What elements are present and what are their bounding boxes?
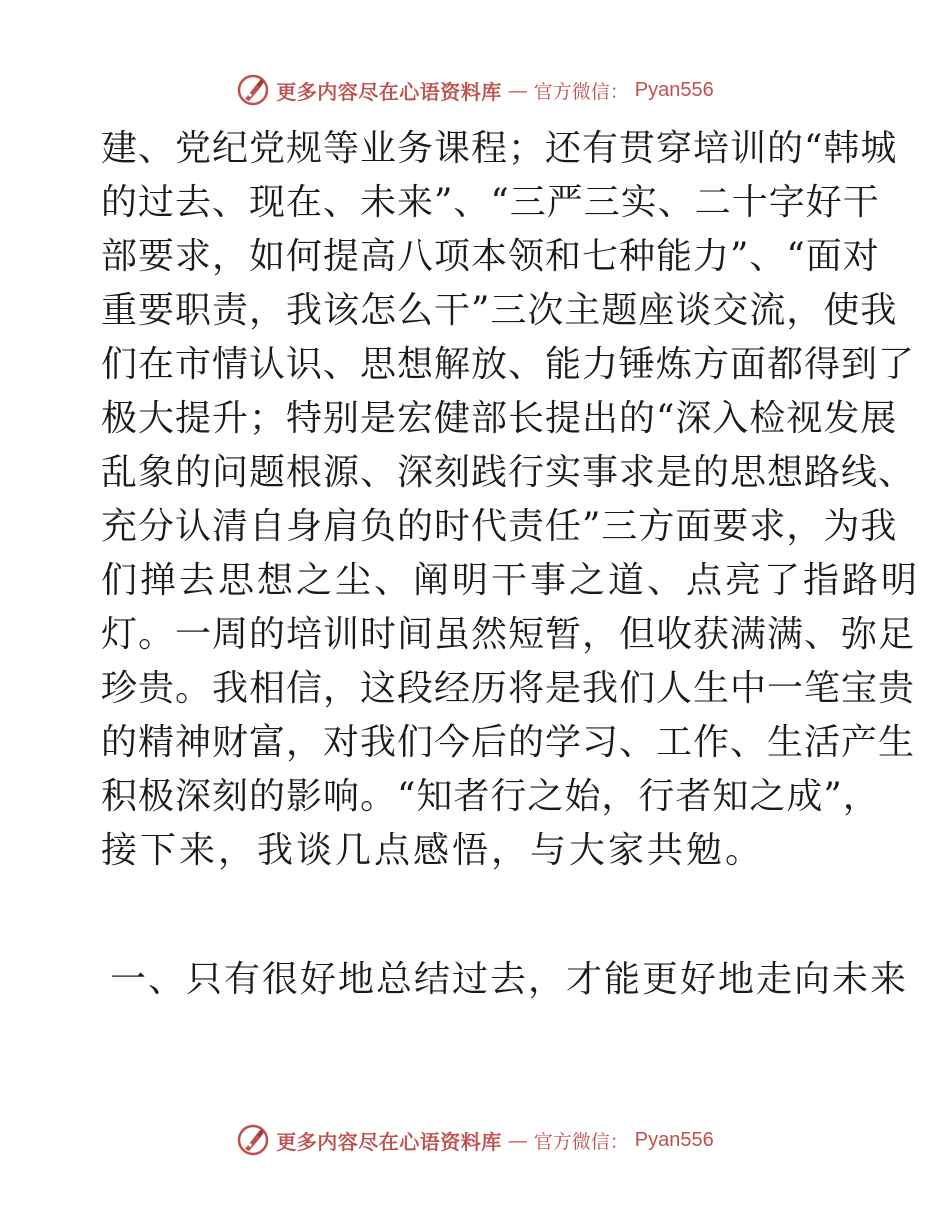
- paragraph-line: 建、党纪党规等业务课程；还有贯穿培训的“韩城: [101, 128, 898, 169]
- paragraph-line: 的过去、现在、未来”、“三严三实、二十字好干: [101, 182, 880, 223]
- watermark-official-label: 官方微信：: [533, 80, 629, 103]
- section-heading: 一、只有很好地总结过去，才能更好地走向未来: [110, 959, 909, 1000]
- pen-nib-circle-icon: [236, 1123, 270, 1157]
- document-body: [101, 122, 921, 878]
- watermark-separator: —: [507, 78, 528, 102]
- paragraph-line: 充分认清自身肩负的时代责任”三方面要求，为我: [101, 506, 898, 547]
- footer-watermark: [0, 1120, 950, 1160]
- watermark-text: 更多内容尽在心语资料库: [276, 1129, 502, 1154]
- paragraph-line: 的精神财富，对我们今后的学习、工作、生活产生: [101, 722, 916, 763]
- watermark-official-label: 官方微信：: [533, 1130, 629, 1153]
- paragraph-line: 极大提升；特别是宏健部长提出的“深入检视发展: [101, 398, 898, 439]
- watermark-wechat-id: Pyan556: [634, 78, 714, 101]
- header-watermark: [0, 70, 950, 110]
- paragraph-line: 积极深刻的影响。“知者行之始，行者知之成”，: [101, 776, 880, 817]
- watermark-separator: —: [507, 1128, 528, 1152]
- paragraph-line: 们掸去思想之尘、阐明干事之道、点亮了指路明: [101, 560, 921, 601]
- paragraph-line: 乱象的问题根源、深刻践行实事求是的思想路线、: [101, 452, 916, 493]
- paragraph-line: 珍贵。我相信，这段经历将是我们人生中一笔宝贵: [101, 668, 916, 709]
- paragraph-line: 们在市情认识、思想解放、能力锤炼方面都得到了: [101, 344, 916, 385]
- paragraph-line: 接下来，我谈几点感悟，与大家共勉。: [101, 830, 765, 871]
- watermark-wechat-id: Pyan556: [634, 1128, 714, 1151]
- paragraph-line: 重要职责，我该怎么干”三次主题座谈交流，使我: [101, 290, 898, 331]
- watermark-text: 更多内容尽在心语资料库: [276, 79, 502, 104]
- paragraph-line: 部要求，如何提高八项本领和七种能力”、“面对: [101, 236, 880, 277]
- pen-nib-circle-icon: [236, 73, 270, 107]
- paragraph-line: 灯。一周的培训时间虽然短暂，但收获满满、弥足: [101, 614, 916, 655]
